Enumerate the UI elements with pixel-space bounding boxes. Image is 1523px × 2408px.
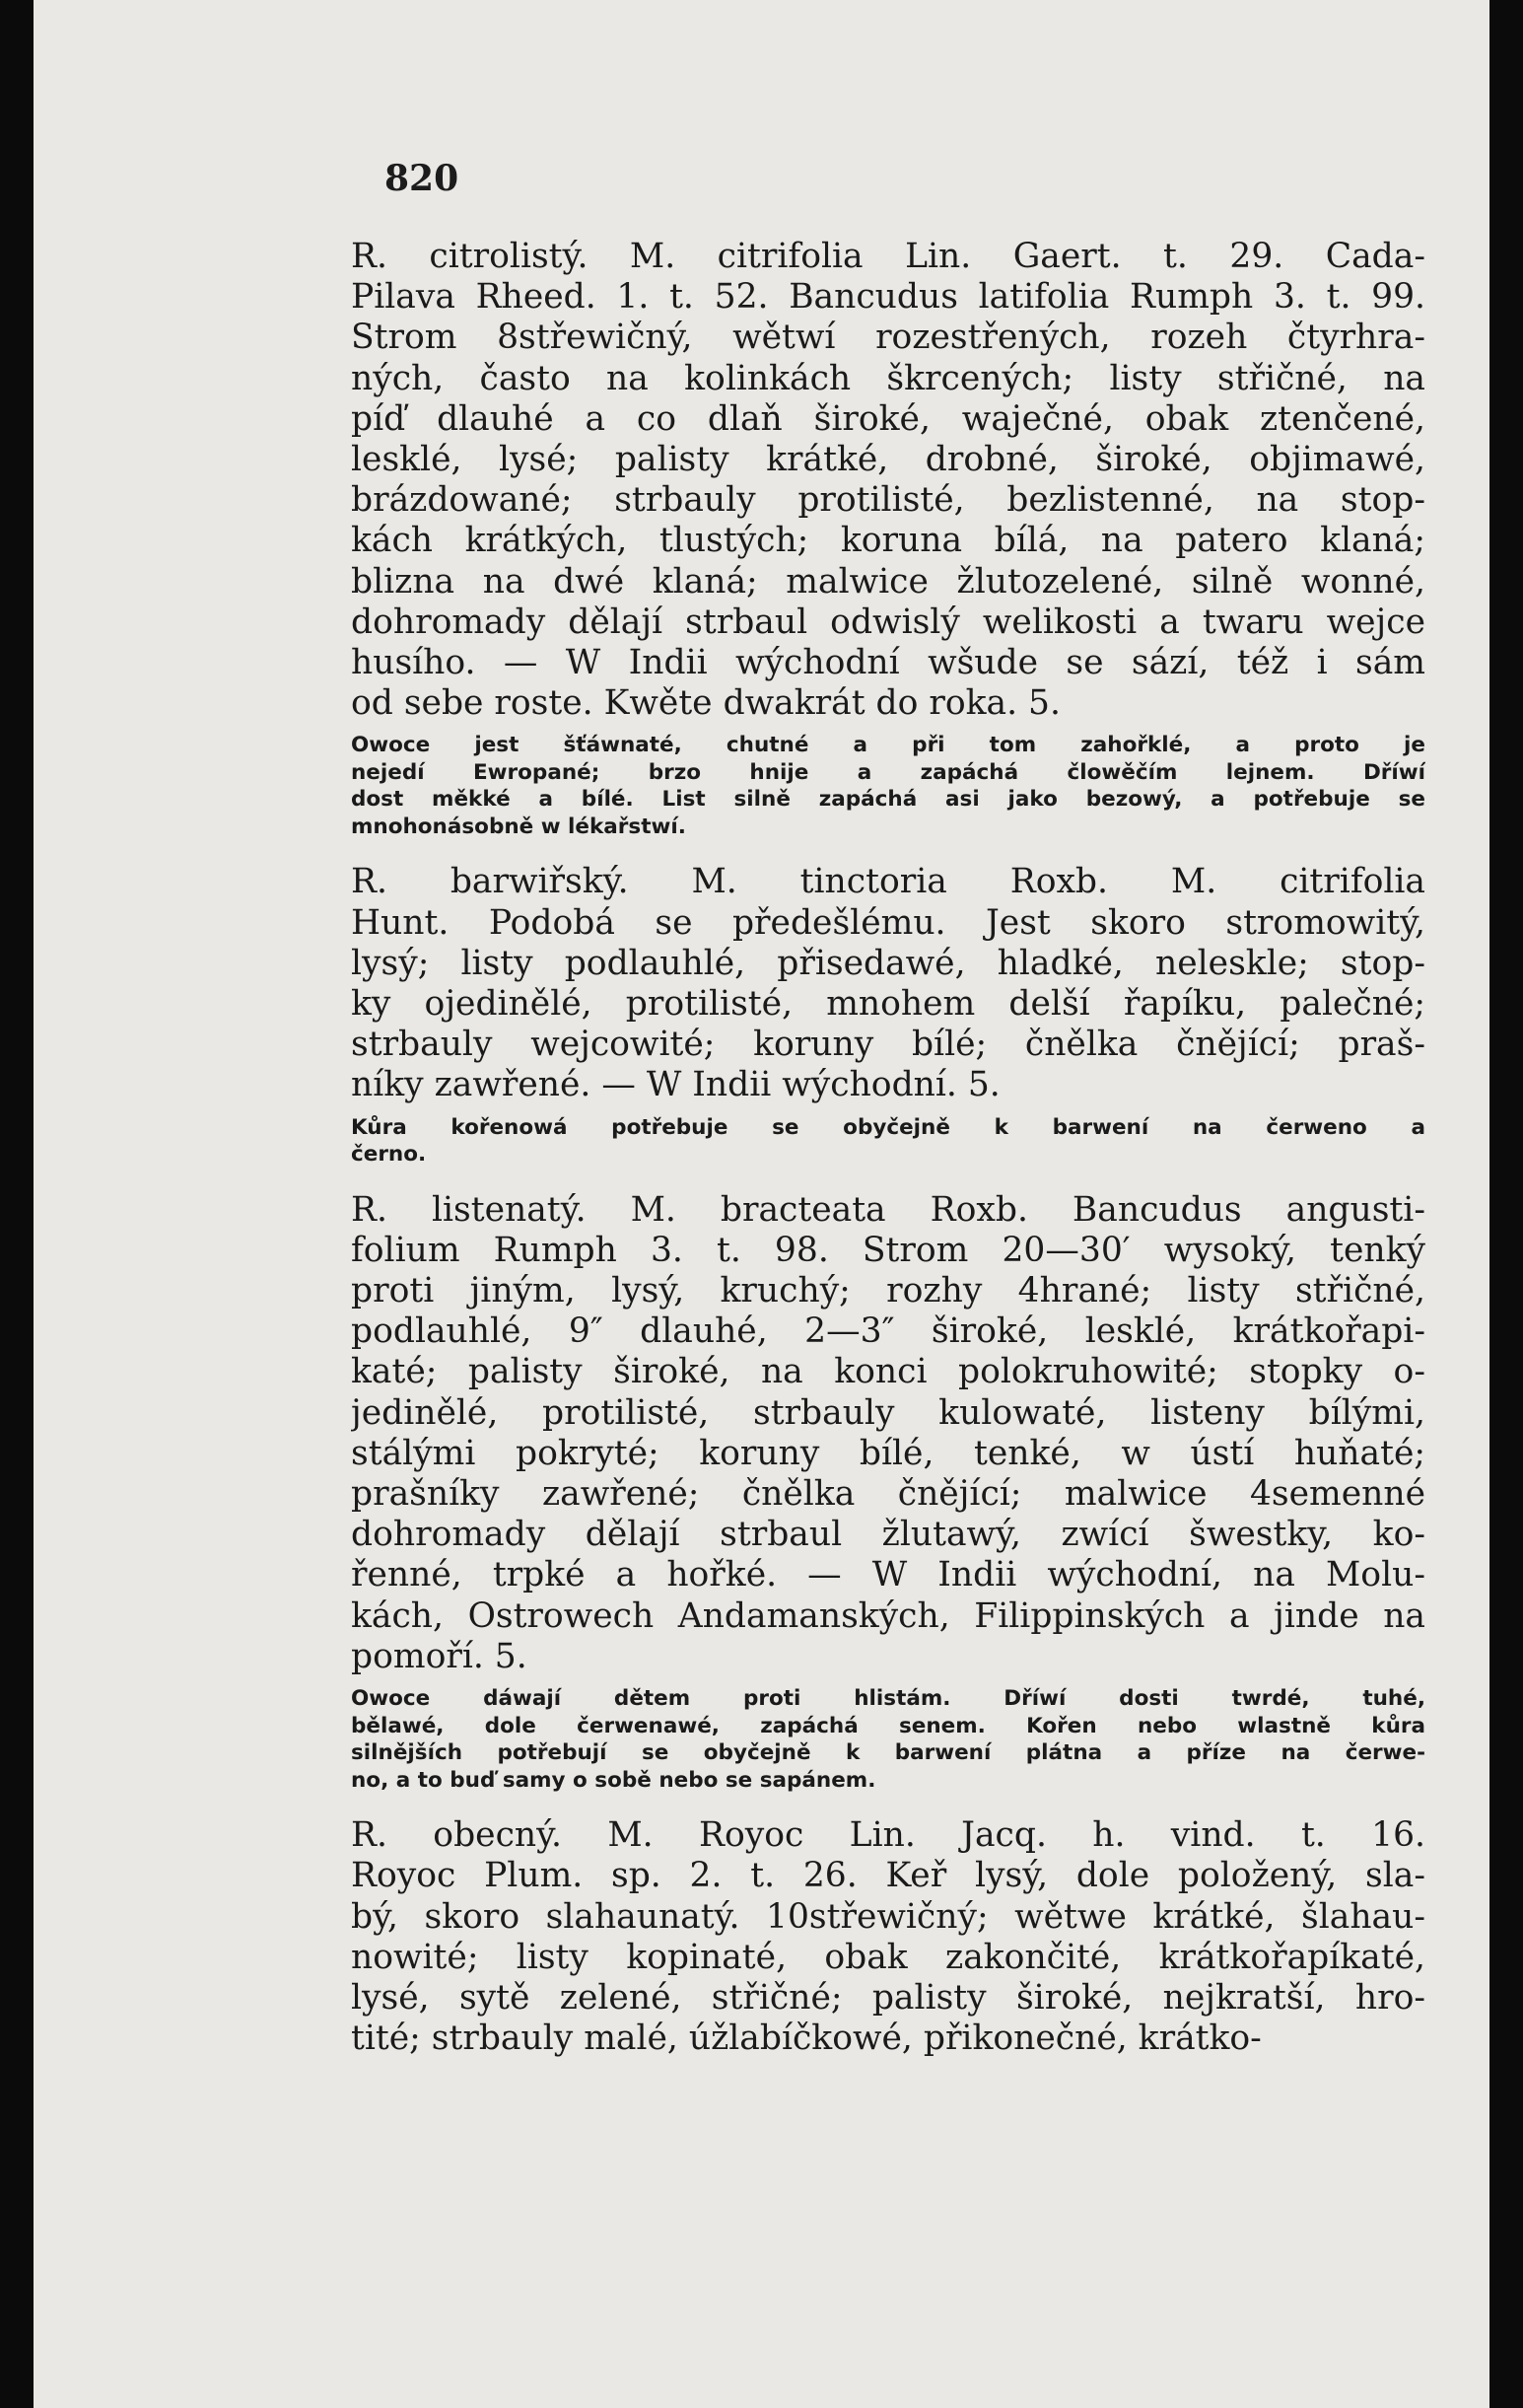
text-line: brázdowané; strbauly protilisté, bezlistenné, na stop- xyxy=(351,480,1425,521)
text-line: Royoc Plum. sp. 2. t. 26. Keř lysý, dole položený, sla- xyxy=(351,1856,1425,1896)
text-line: silnějších potřebují se obyčejně k barwení plátna a příze na čerwe- xyxy=(351,1740,1425,1766)
text-line: dost měkké a bílé. List silně zapáchá asi jako bezowý, a potřebuje se xyxy=(351,787,1425,813)
text-line: prašníky zawřené; čnělka čnějící; malwice 4semenné xyxy=(351,1474,1425,1515)
scan-border-left xyxy=(0,0,34,2408)
text-line: nowité; listy kopinaté, obak zakončité, krátkořapíkaté, xyxy=(351,1937,1425,1977)
text-line: kách krátkých, tlustých; koruna bílá, na patero klaná; xyxy=(351,521,1425,561)
text-line: dohromady dělají strbaul odwislý welikosti a twaru wejce xyxy=(351,602,1425,642)
footnote-paragraph xyxy=(351,732,1425,840)
text-line: Kůra kořenowá potřebuje se obyčejně k barwení na čerweno a xyxy=(351,1114,1425,1140)
text-line: Pilava Rheed. 1. t. 52. Bancudus latifolia Rumph 3. t. 99. xyxy=(351,277,1425,318)
text-line: stálými pokryté; koruny bílé, tenké, w ústí huňaté; xyxy=(351,1433,1425,1473)
text-line: nejedí Ewropané; brzo hnije a zapáchá člowěčím lejnem. Dříwí xyxy=(351,759,1425,785)
text-line: mnohonásobně w lékařstwí. xyxy=(351,814,686,839)
text-line: píď dlauhé a co dlaň široké, waječné, obak ztenčené, xyxy=(351,398,1425,439)
text-line: ky ojedinělé, protilisté, mnohem delší řapíku, palečné; xyxy=(351,984,1425,1025)
text-line: Owoce jest šťáwnaté, chutné a při tom zahořklé, a proto je xyxy=(351,733,1425,758)
text-line: Hunt. Podobá se předešlému. Jest skoro stromowitý, xyxy=(351,902,1425,943)
page-text xyxy=(351,237,1425,2059)
text-line: R. obecný. M. Royoc Lin. Jacq. h. vind. t. 16. xyxy=(351,1815,1425,1856)
text-line: černo. xyxy=(351,1142,427,1168)
text-line: bělawé, dole čerwenawé, zapáchá senem. Kořen nebo wlastně kůra xyxy=(351,1713,1425,1738)
page-number: 820 xyxy=(384,158,459,199)
text-line: folium Rumph 3. t. 98. Strom 20—30′ wysoký, tenký xyxy=(351,1230,1425,1270)
text-line: lysý; listy podlauhlé, přisedawé, hladké, neleskle; stop- xyxy=(351,943,1425,983)
text-line: dohromady dělají strbaul žlutawý, zwící šwestky, ko- xyxy=(351,1515,1425,1555)
text-line: proti jiným, lysý, kruchý; rozhy 4hrané; listy střičné, xyxy=(351,1271,1425,1311)
body-paragraph xyxy=(351,1815,1425,2059)
text-line: lysé, sytě zelené, střičné; palisty široké, nejkratší, hro- xyxy=(351,1977,1425,2018)
text-line: R. barwiřský. M. tinctoria Roxb. M. citrifolia xyxy=(351,862,1425,902)
scan-border-right xyxy=(1489,0,1523,2408)
text-line: kách, Ostrowech Andamanských, Filippinských a jinde na xyxy=(351,1595,1425,1636)
text-line: jedinělé, protilisté, strbauly kulowaté, listeny bílými, xyxy=(351,1392,1425,1433)
text-line: R. citrolistý. M. citrifolia Lin. Gaert. t. 29. Cada- xyxy=(351,237,1425,276)
text-line: ných, často na kolinkách škrcených; listy střičné, na xyxy=(351,358,1425,398)
footnote-paragraph xyxy=(351,1685,1425,1794)
text-line: Owoce dáwají dětem proti hlistám. Dříwí dosti twrdé, tuhé, xyxy=(351,1686,1425,1712)
text-line: tité; strbauly malé, úžlabíčkowé, přikonečné, krátko- xyxy=(351,2018,1262,2059)
text-line: blizna na dwé klaná; malwice žlutozelené, silně wonné, xyxy=(351,561,1425,602)
text-line: bý, skoro slahaunatý. 10střewičný; wětwe krátké, šlahau- xyxy=(351,1896,1425,1937)
text-line: níky zawřené. — W Indii wýchodní. 5. xyxy=(351,1065,1001,1105)
text-line: lesklé, lysé; palisty krátké, drobné, široké, objimawé, xyxy=(351,440,1425,480)
text-line: katé; palisty široké, na konci polokruhowité; stopky o- xyxy=(351,1352,1425,1392)
text-line: no, a to buď samy o sobě nebo se sapánem. xyxy=(351,1767,876,1793)
body-paragraph xyxy=(351,237,1425,724)
text-line: husího. — W Indii wýchodní wšude se sází, též i sám xyxy=(351,643,1425,683)
text-line: pomoří. 5. xyxy=(351,1636,527,1676)
text-line: podlauhlé, 9″ dlauhé, 2—3″ široké, lesklé, krátkořapi- xyxy=(351,1311,1425,1352)
text-line: řenné, trpké a hořké. — W Indii wýchodní, na Molu- xyxy=(351,1555,1425,1595)
body-paragraph xyxy=(351,862,1425,1105)
text-line: R. listenatý. M. bracteata Roxb. Bancudus angusti- xyxy=(351,1189,1425,1230)
footnote-paragraph xyxy=(351,1114,1425,1169)
body-paragraph xyxy=(351,1190,1425,1677)
text-line: od sebe roste. Kwěte dwakrát do roka. 5. xyxy=(351,683,1061,724)
text-line: Strom 8střewičný, wětwí rozestřených, rozeh čtyrhra- xyxy=(351,318,1425,358)
text-line: strbauly wejcowité; koruny bílé; čnělka čnějící; praš- xyxy=(351,1025,1425,1065)
